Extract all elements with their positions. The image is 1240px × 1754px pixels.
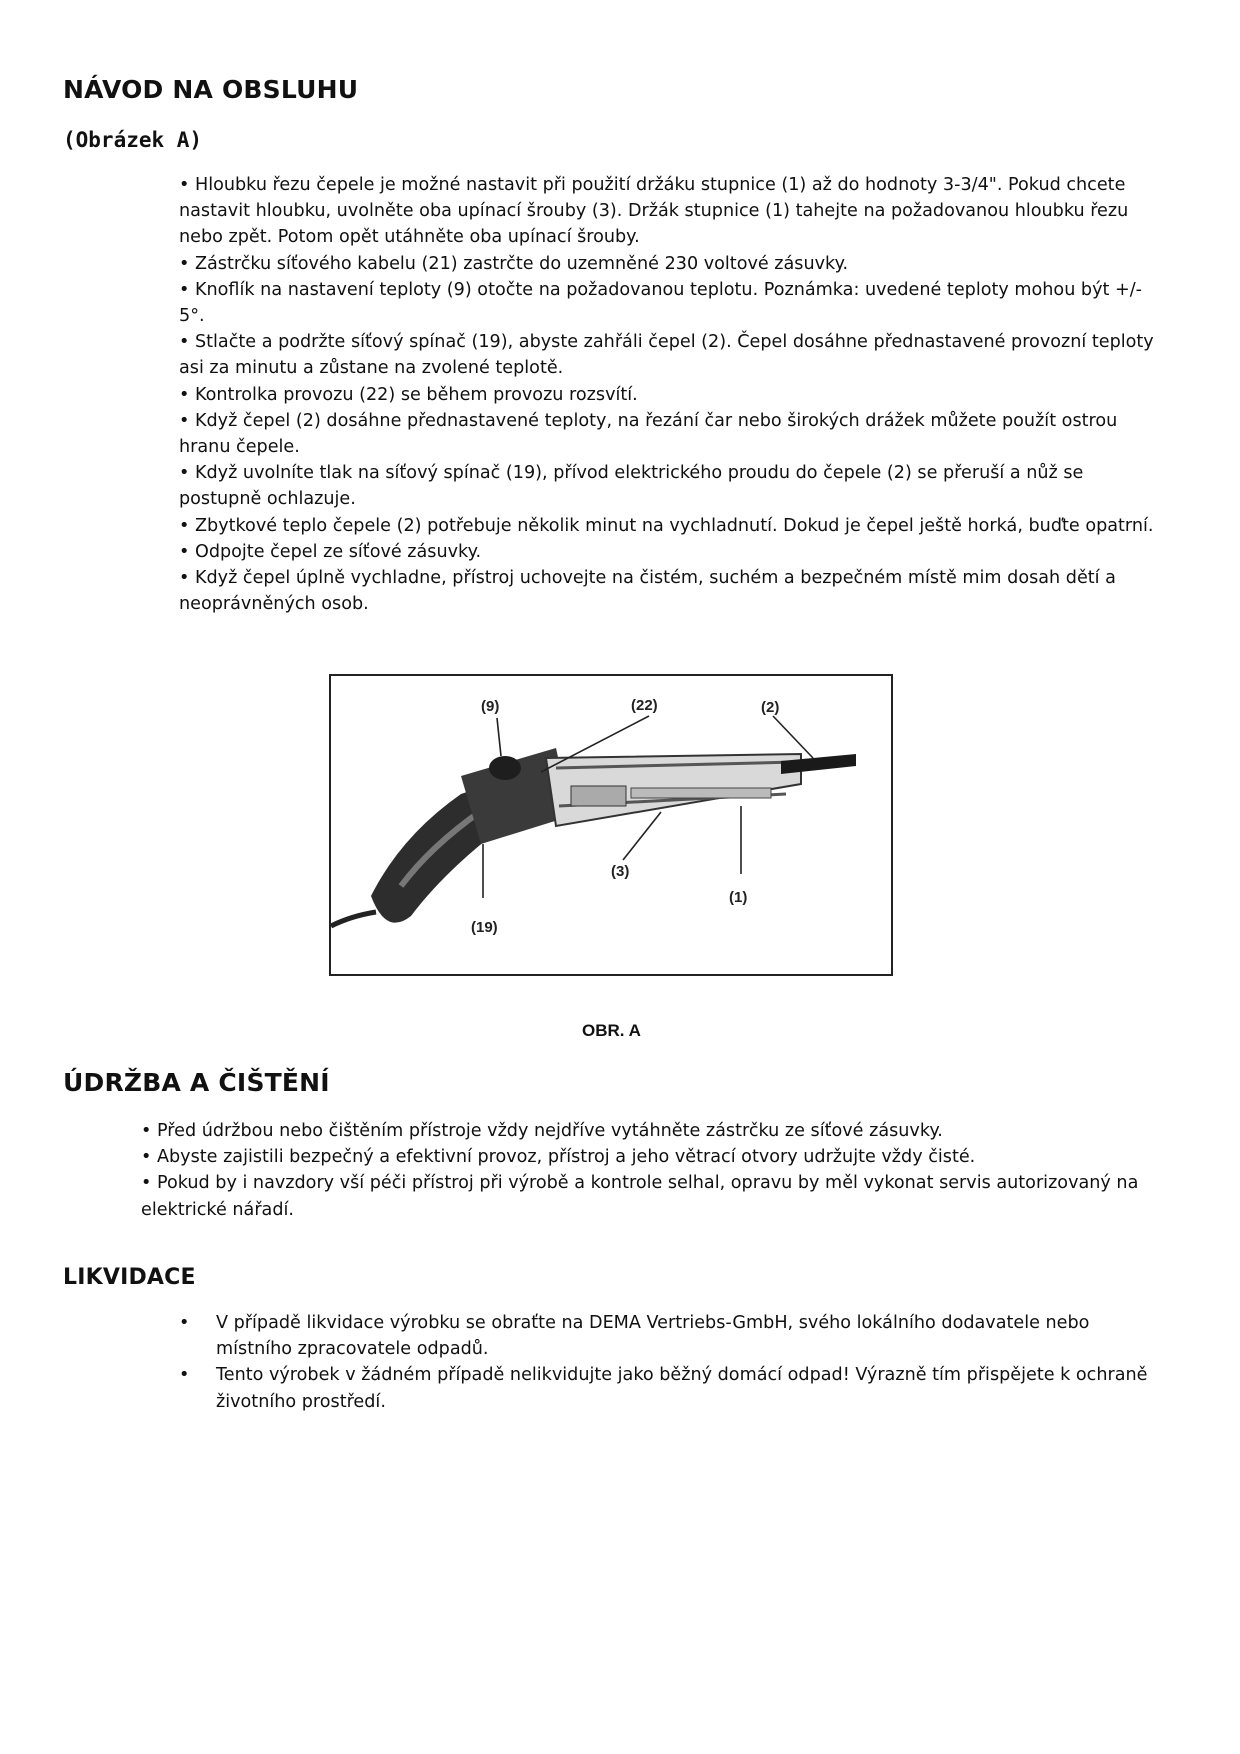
- bullet-icon: •: [179, 1313, 190, 1333]
- label-lamp: (22): [631, 697, 658, 714]
- figure-caption: OBR. A: [582, 1021, 641, 1040]
- operation-title: NÁVOD NA OBSLUHU: [63, 75, 359, 104]
- label-blade: (2): [761, 699, 780, 716]
- hot-knife-illustration: [331, 676, 891, 974]
- list-item: • Knoflík na nastavení teploty (9) otočte na požadovanou teplotu. Poznámka: uvedené teploty mohou být +/- 5°.: [179, 279, 1143, 327]
- list-item: • Abyste zajistili bezpečný a efektivní provoz, přístroj a jeho větrací otvory udržujte vždy čisté.: [141, 1147, 976, 1168]
- bullet-icon: •: [179, 1365, 190, 1386]
- list-item: • Hloubku řezu čepele je možné nastavit při použití držáku stupnice (1) až do hodnoty 3-3/4". Pokud chcete nastavit hloubku, uvolněte oba upínací šrouby (3). Držák stupnice (1) tahejte na požadovanou hloubku řezu nebo zpět. Potom opět utáhněte oba upínací šrouby.: [179, 175, 1129, 248]
- list-item: • Když čepel (2) dosáhne přednastavené teploty, na řezání čar nebo širokých drážek můžete použít ostrou hranu čepele.: [179, 410, 1118, 458]
- list-item: • Zástrčku síťového kabelu (21) zastrčte do uzemněné 230 voltové zásuvky.: [179, 253, 849, 274]
- list-item: • Zbytkové teplo čepele (2) potřebuje několik minut na vychladnutí. Dokud je čepel ještě horká, buďte opatrní.: [179, 515, 1154, 536]
- list-item-text: Tento výrobek v žádném případě nelikvidujte jako běžný domácí odpad! Výrazně tím přispějete k ochraně životního prostředí.: [216, 1365, 1148, 1412]
- label-holder: (1): [729, 889, 748, 906]
- list-item: • Když čepel úplně vychladne, přístroj uchovejte na čistém, suchém a bezpečném místě mim dosah dětí a neoprávněných osob.: [179, 568, 1116, 615]
- label-switch: (19): [471, 919, 498, 936]
- operation-subtitle: (Obrázek A): [63, 128, 203, 152]
- maintenance-title: ÚDRŽBA A ČIŠTĚNÍ: [63, 1068, 330, 1097]
- list-item: [179, 1310, 1159, 1362]
- list-item: • Odpojte čepel ze síťové zásuvky.: [179, 541, 482, 562]
- cable-icon: [331, 912, 376, 926]
- list-item: • Když uvolníte tlak na síťový spínač (19), přívod elektrického proudu do čepele (2) se přeruší a nůž se postupně ochlazuje.: [179, 463, 1084, 510]
- figure-a: [329, 674, 893, 976]
- disposal-list: [179, 1310, 1159, 1415]
- list-item: • Pokud by i navzdory vší péči přístroj při výrobě a kontrole selhal, opravu by měl vykonat servis autorizovaný na elektrické nářadí.: [141, 1173, 1139, 1220]
- list-item-text: V případě likvidace výrobku se obraťte na DEMA Vertriebs-GmbH, svého lokálního dodavatele nebo místního zpracovatele odpadů.: [216, 1313, 1090, 1360]
- maintenance-list: [141, 1118, 1181, 1223]
- list-item: • Kontrolka provozu (22) se během provozu rozsvítí.: [179, 384, 638, 405]
- list-item: [179, 1362, 1159, 1414]
- list-item: • Stlačte a podržte síťový spínač (19), abyste zahřáli čepel (2). Čepel dosáhne přednastavené provozní teploty asi za minutu a zůstane na zvolené teplotě.: [179, 332, 1154, 379]
- label-knob: (9): [481, 698, 500, 715]
- list-item: • Před údržbou nebo čištěním přístroje vždy nejdříve vytáhněte zástrčku ze síťové zásuvky.: [141, 1121, 943, 1141]
- operation-list: [179, 172, 1169, 617]
- disposal-title: LIKVIDACE: [63, 1265, 196, 1290]
- label-screws: (3): [611, 863, 630, 880]
- knob-icon: [489, 756, 521, 780]
